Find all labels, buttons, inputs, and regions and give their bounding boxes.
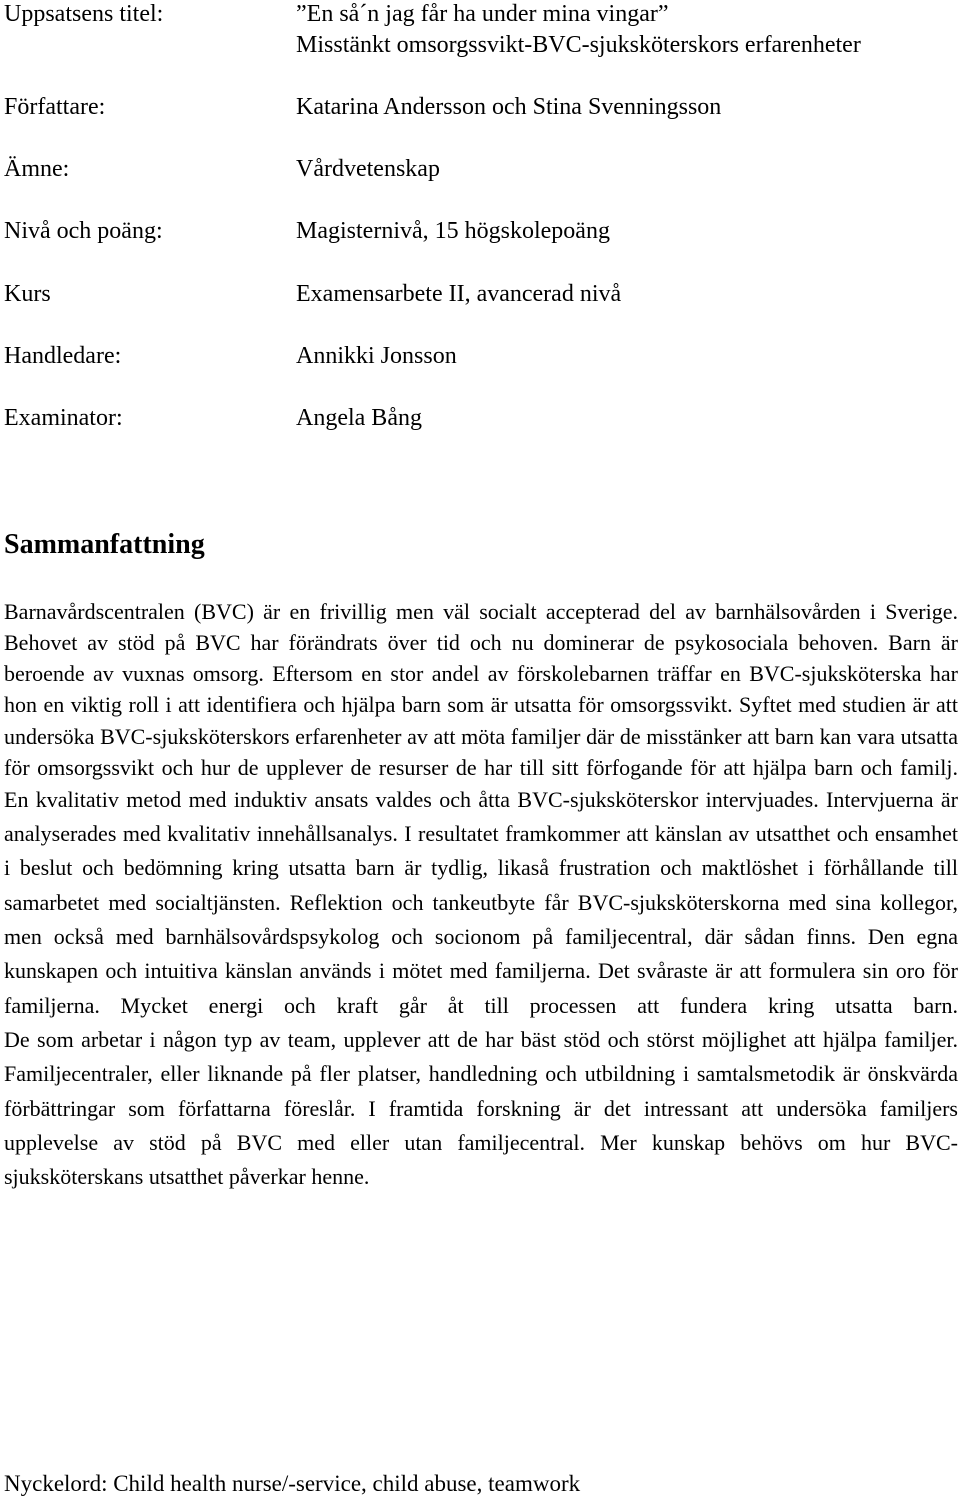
course-label: Kurs [4, 281, 51, 307]
thesis-title: ”En så´n jag får ha under mina vingar” [296, 1, 669, 27]
author-value: Katarina Andersson och Stina Svenningsson [296, 94, 722, 120]
summary-body [4, 596, 958, 1195]
summary-paragraph: En kvalitativ metod med induktiv ansats valdes och åtta BVC-sjuksköterskor intervjuades. Intervjuerna är analyserades med kvalitativ innehållsanalys. I resultatet framkommer att känslan av utsatthet och ensamhet i beslut och bedömning kring utsatta barn är tydlig, likaså frustration och maktlöshet i förhållande till samarbetet med socialtjänsten. Reflektion och tankeutbyte får BVC-sjuksköterskorna med sina kollegor, men också med barnhälsovårdspsykolog och socionom på familjecentral, där sådan finns. Den egna kunskapen och intuitiva känslan används i mötet med familjerna. Det svåraste är att formulera sin oro för familjerna. Mycket energi och kraft går åt till processen att fundera kring utsatta barn. [4, 786, 958, 1018]
keywords: Nyckelord: Child health nurse/-service, child abuse, teamwork [4, 1471, 581, 1496]
examiner-label: Examinator: [4, 405, 123, 431]
examiner-value: Angela Bång [296, 405, 422, 431]
supervisor-value: Annikki Jonsson [296, 343, 457, 369]
title-label: Uppsatsens titel: [4, 1, 164, 27]
summary-heading: Sammanfattning [4, 529, 205, 560]
subject-label: Ämne: [4, 156, 70, 182]
subject-value: Vårdvetenskap [296, 156, 440, 182]
author-label: Författare: [4, 94, 106, 120]
summary-paragraph: Barnavårdscentralen (BVC) är en frivillig men väl socialt accepterad del av barnhälsovården i Sverige. Behovet av stöd på BVC har förändrats över tid och nu dominerar de psykosociala behoven. Barn är beroende av vuxnas omsorg. Eftersom en stor andel av förskolebarnen träffar en BVC-sjuksköterska har hon en viktig roll i att identifiera och hjälpa barn som är utsatta för omsorgssvikt. Syftet med studien är att undersöka BVC-sjuksköterskors erfarenheter av att möta familjer där de misstänker att barn kan vara utsatta för omsorgssvikt och hur de upplever de resurser de har till sitt förfogande för att hjälpa barn och familj. [4, 599, 958, 780]
level-label: Nivå och poäng: [4, 218, 163, 244]
summary-paragraph: De som arbetar i någon typ av team, upplever att de har bäst stöd och störst möjlighet att hjälpa familjer. Familjecentraler, eller liknande på fler platser, handledning och utbildning i samtalsmetodik är önskvärda förbättringar som författarna föreslår. I framtida forskning är det intressant att undersöka familjers upplevelse av stöd på BVC med eller utan familjecentral. Mer kunskap behövs om hur BVC-sjuksköterskans utsatthet påverkar henne. [4, 1027, 958, 1190]
supervisor-label: Handledare: [4, 343, 122, 369]
thesis-subtitle: Misstänkt omsorgssvikt-BVC-sjuksköterskors erfarenheter [296, 32, 861, 58]
level-value: Magisternivå, 15 högskolepoäng [296, 218, 610, 244]
course-value: Examensarbete II, avancerad nivå [296, 281, 622, 307]
